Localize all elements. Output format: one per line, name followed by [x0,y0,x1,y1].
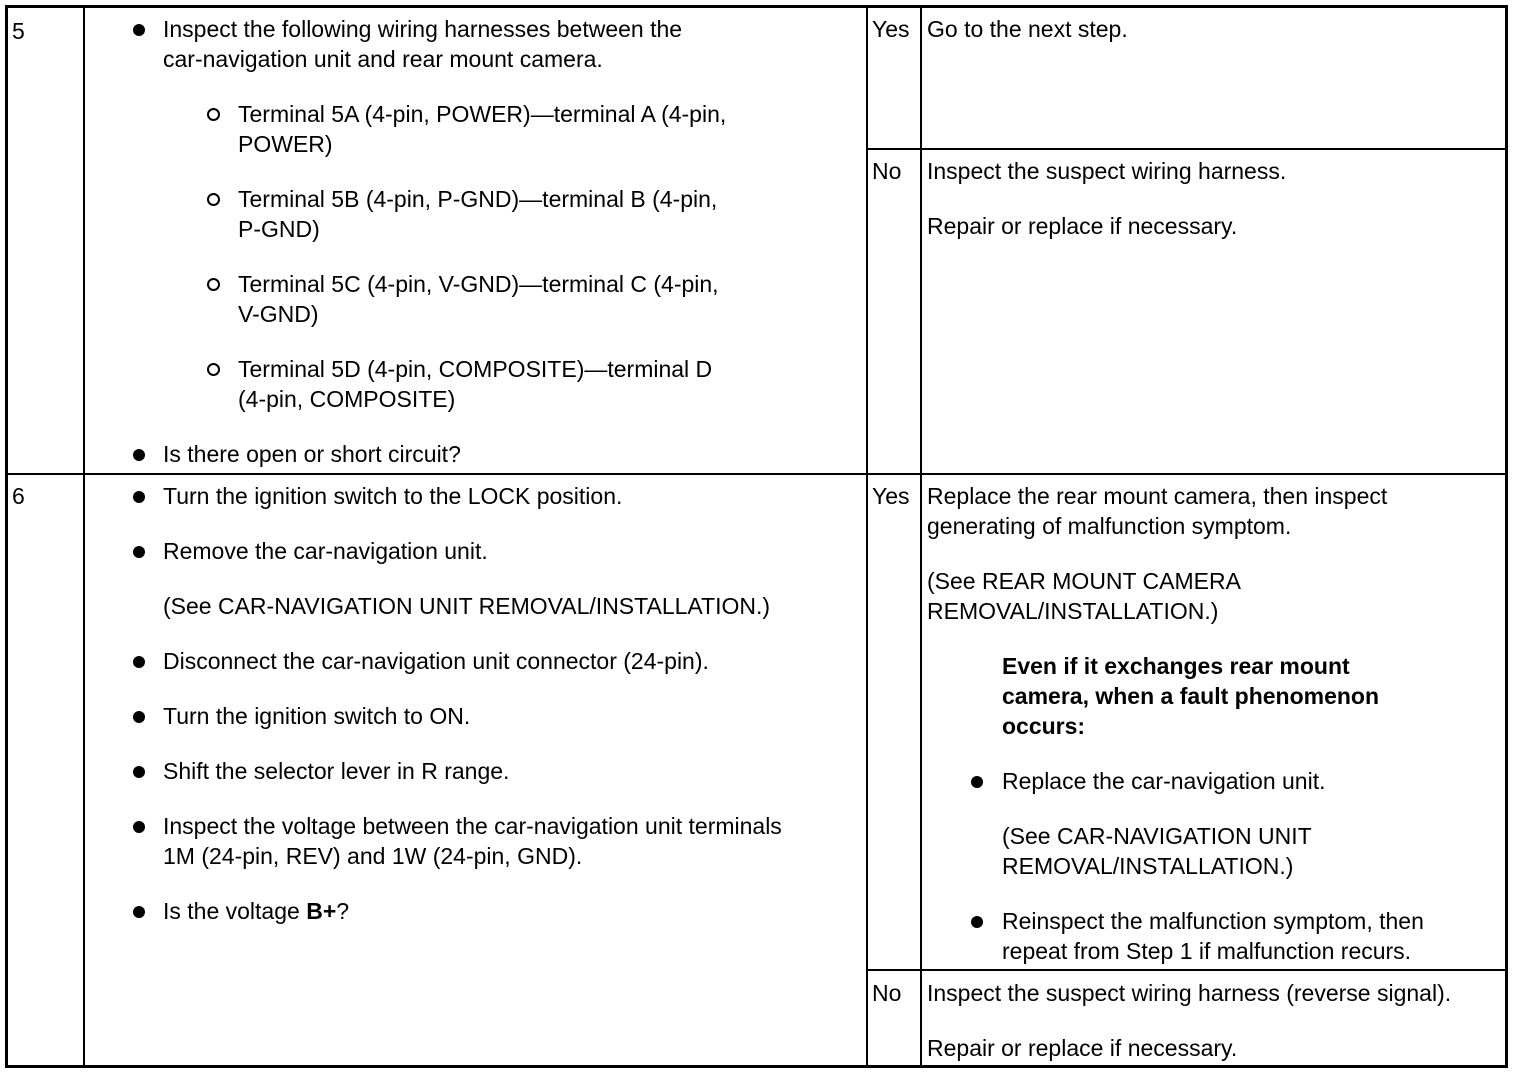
bullet-icon [133,821,145,833]
inspection-text: Shift the selector lever in R range. [163,758,510,784]
caution-bullet: Reinspect the malfunction symptom, then [1002,908,1424,934]
column-divider-inspection [866,8,868,1065]
bullet-icon [971,776,983,788]
column-divider-step [83,8,85,1065]
row-divider-step5-yes-no [866,148,1505,150]
step-number: 5 [12,18,25,44]
caution-text: camera, when a fault phenomenon [1002,683,1380,709]
bullet-icon [133,711,145,723]
reference-note: (See REAR MOUNT CAMERA [927,568,1241,594]
question-mark: ? [336,898,350,924]
reference-note: (See CAR-NAVIGATION UNIT REMOVAL/INSTALLATION.) [163,593,771,619]
troubleshooting-table [5,5,1508,1068]
column-divider-result [920,8,922,1065]
caution-text: Even if it exchanges rear mount [1002,653,1350,679]
sub-bullet-icon [207,193,220,206]
inspection-text: Turn the ignition switch to the LOCK position. [163,483,623,509]
terminal-item: Terminal 5D (4-pin, COMPOSITE)—terminal D [238,356,713,382]
inspection-text: 1M (24-pin, REV) and 1W (24-pin, GND). [163,843,583,869]
row-divider-step6 [8,473,1505,475]
no-label: No [872,158,902,184]
row-divider-step6-yes-no [866,969,1505,971]
terminal-item: P-GND) [238,216,320,242]
inspection-text: Turn the ignition switch to ON. [163,703,471,729]
inspection-question [163,896,349,926]
bullet-icon [133,656,145,668]
terminal-item: Terminal 5A (4-pin, POWER)—terminal A (4-pin, [238,101,727,127]
voltage-value: B+ [306,898,337,924]
yes-action: generating of malfunction symptom. [927,513,1292,539]
step-number: 6 [12,483,25,509]
caution-bullet: repeat from Step 1 if malfunction recurs. [1002,938,1412,964]
bullet-icon [133,491,145,503]
terminal-item: V-GND) [238,301,319,327]
inspection-question: Is there open or short circuit? [163,441,461,467]
question-text: Is the voltage [163,898,307,924]
terminal-item: (4-pin, COMPOSITE) [238,386,456,412]
bullet-icon [133,766,145,778]
inspection-text: Inspect the voltage between the car-navigation unit terminals [163,813,782,839]
no-label: No [872,980,902,1006]
bullet-icon [133,449,145,461]
sub-bullet-icon [207,108,220,121]
reference-note: REMOVAL/INSTALLATION.) [927,598,1219,624]
inspection-text: car-navigation unit and rear mount camera. [163,46,603,72]
no-action: Repair or replace if necessary. [927,1035,1238,1061]
caution-text: occurs: [1002,713,1086,739]
bullet-icon [133,906,145,918]
bullet-icon [133,24,145,36]
inspection-text: Remove the car-navigation unit. [163,538,488,564]
yes-label: Yes [872,483,910,509]
terminal-item: Terminal 5C (4-pin, V-GND)—terminal C (4-pin, [238,271,719,297]
bullet-icon [133,546,145,558]
sub-bullet-icon [207,363,220,376]
inspection-text: Inspect the following wiring harnesses between the [163,16,683,42]
inspection-text: Disconnect the car-navigation unit connector (24-pin). [163,648,709,674]
sub-bullet-icon [207,278,220,291]
caution-bullet: Replace the car-navigation unit. [1002,768,1326,794]
reference-note: (See CAR-NAVIGATION UNIT [1002,823,1312,849]
reference-note: REMOVAL/INSTALLATION.) [1002,853,1294,879]
no-action: Repair or replace if necessary. [927,213,1238,239]
no-action: Inspect the suspect wiring harness. [927,158,1287,184]
yes-label: Yes [872,16,910,42]
yes-action: Replace the rear mount camera, then inspect [927,483,1388,509]
bullet-icon [971,916,983,928]
terminal-item: Terminal 5B (4-pin, P-GND)—terminal B (4-pin, [238,186,718,212]
no-action: Inspect the suspect wiring harness (reverse signal). [927,980,1452,1006]
terminal-item: POWER) [238,131,333,157]
yes-action: Go to the next step. [927,16,1128,42]
